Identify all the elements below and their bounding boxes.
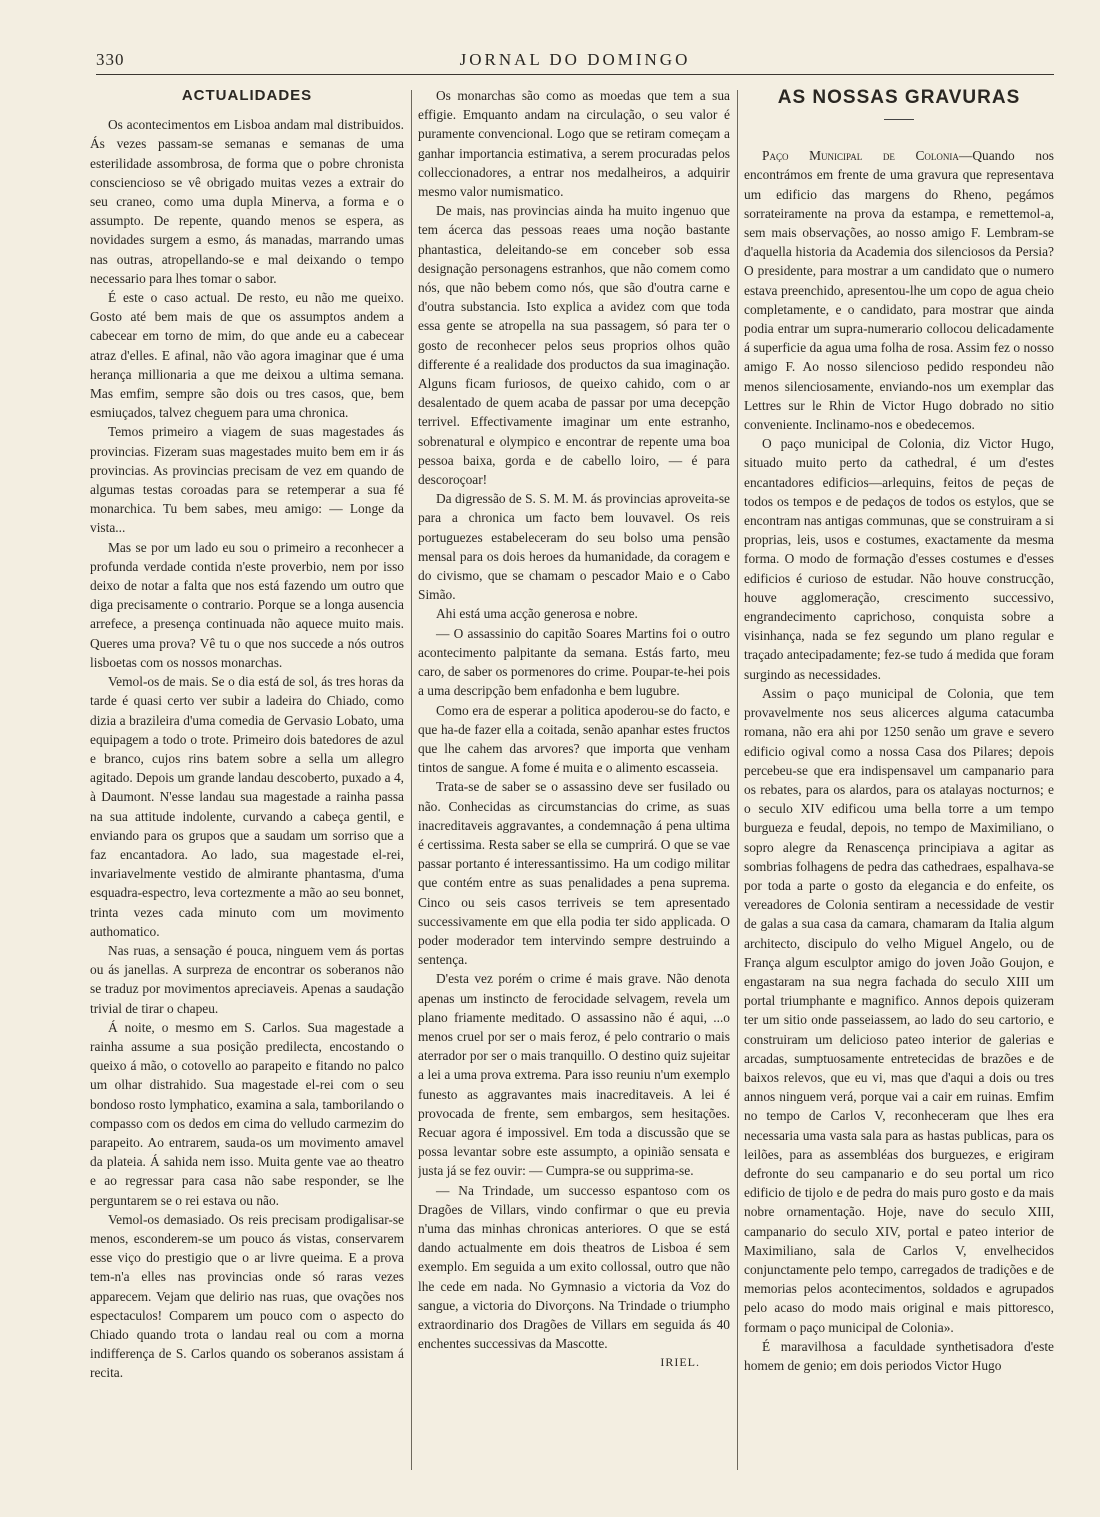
page-number: 330	[96, 50, 125, 69]
paragraph: Vemol-os demasiado. Os reis precisam prodigalisar-se menos, esconderem-se um pouco ás vistas, conservarem esse viço do prestigio que o ar livre queima. E a prova tem-n'a elles nas provincias onde só raras vezes apparecem. Vejam que delirio nas ruas, que ovações nos espectaculos! Comparem um pouco com o aspecto do Chiado quando trota o landau real ou com a morna indifferença de S. Carlos quando os soberanos assistam á recita.	[90, 1211, 404, 1381]
paragraph	[744, 146, 1054, 434]
paragraph: Á noite, o mesmo em S. Carlos. Sua magestade a rainha assume a sua posição predilecta, encostando o queixo á mão, o cotovello ao parapeito e fitando no palco um olhar distrahido. Sua magestade el-rei com o seu bondoso rosto lymphatico, examina a sala, tamborilando o compasso com os dedos em cima do velludo carmezim do parapeito. Ao entrarem, sauda-os um movimento amavel da plateia. Á sahida nem isso. Muita gente vae ao theatro e ao regressar para casa não sabe responder, se lhe perguntarem se o rei estava ou não.	[90, 1019, 404, 1208]
paragraph: Assim o paço municipal de Colonia, que tem provavelmente nos seus alicerces alguma catacumba romana, não era ahi por 1250 senão um grave e severo edificio ogival como a nossa Casa dos Pilares; depois percebeu-se que era indispensavel um campanario para os rebates, para os alardos, para os atalayas nocturnos; e o seculo XIV edificou uma bella torre a um tempo burgueza e feudal, depois, no tempo de Maximiliano, o sopro alegre da Renascença principiava a agitar as sombrias folhagens de pedra das cathedraes, espalhava-se por toda a parte o gosto da elegancia e do enfeite, os vereadores de Colonia sentiram a necessidade de vestir de galas a sua casa da camara, chamaram da Italia algum architecto, discipulo do velho Miguel Angelo, ou de França algum esculptor amigo do joven João Goujon, e engastaram na sua negra fachada do seculo XIII um portal triumphante e magnifico. Annos depois quizeram ter um sitio onde passeiassem, ao lado do seu cartorio, e construiram um delicioso pateo interior de galerias e arcadas, sumptuosamente entretecidas de brazões e de baixos relevos, que eu vi, mas que d'aqui a dois ou tres annos ninguem verá, porque vai a cair em ruinas. Emfim no tempo de Carlos V, reconheceram que lhes era necessaria uma vasta sala para as hastas publicas, para os leilões, para as assembléas dos burguezes, e erigiram defronte do seu campanario e do seu portal um rico edificio de tijolo e de pedra do mais puro gosto e da mais nobre ornamentação. Hoje, nave do seculo XIII, campanario do seculo XIV, portal e pateo interior de Maximiliano, sala de Carlos V, envelhecidos conjunctamente pelo tempo, carregados de tradições e de memorias pelos acontecimentos, soldados e agrupados pelo acaso do modo mais original e mais pittoresco, formam o paço municipal de Colonia».	[744, 685, 1054, 1335]
paragraph: Ahi está uma acção generosa e nobre.	[436, 606, 638, 622]
title-rule	[884, 119, 914, 120]
paragraph: Trata-se de saber se o assassino deve ser fusilado ou não. Conhecidas as circumstancias do crime, as suas inacreditaveis aggravantes, a condemnação á pena ultima é certissima. Resta saber se ella se cumprirá. O que se vae passar portanto é interessantissimo. Ha um codigo militar que contém entre as suas penalidades a pena suprema. Cinco ou seis casos terriveis se tem apresentado successivamente em que ella podia ter sido applicada. O poder moderador tem intervindo sempre destruindo a sentença.	[418, 779, 730, 968]
paragraph: Da digressão de S. S. M. M. ás provincias aproveita-se para a chronica um facto bem louvavel. Os reis portuguezes estabeleceram do seu bolso uma pensão mensal para os dois heroes da humanidade, da coragem e do civismo, que se chamam o pescador Maio e o Cabo Simão.	[418, 491, 730, 603]
paragraph: Vemol-os de mais. Se o dia está de sol, ás tres horas da tarde é quasi certo ver subir a ladeira do Chiado, como dizia a brazileira d'uma comedia de Gervasio Lobato, uma equipagem a todo o trote. Primeiro dois batedores de azul e branco, cujos rins batem sobre a sella um allegro agitado. Depois um grande landau descoberto, puxado a 4, à Daumont. N'esse landau sua magestade a rainha passa na sua attitude indolente, curvando a cabeça gentil, e enviando para os grupos que a saudam um sorriso que a faz encantadora. Ao lado, sua magestade el-rei, invariavelmente vestido de almirante phantasma, d'uma esquadra-espectro, leva cortezmente a mão ao seu bonnet, trinta vezes cada minuto com um movimento authomatico.	[90, 674, 404, 939]
paragraph: É maravilhosa a faculdade synthetisadora d'este homem de genio; em dois periodos Victor Hugo	[744, 1338, 1054, 1373]
paragraph-text: —Quando nos encontrámos em frente de uma gravura que representava um edificio das margens do Rheno, pegámos sorrateiramente na prova da estampa, e remettemol-a, sem mais observações, ao nosso amigo F. Lembram-se d'aquella historia da Academia dos silenciosos da Persia? O presidente, para mostrar a um candidato que o numero estava preenchido, apresentou-lhe um copo de agua cheio completamente, e o candidato, para mostrar que ainda podia entrar um supra-numerario collocou delicadamente á superficie da agua uma folha de rosa. Assim fez o nosso amigo F. Ao nosso silencioso pedido respondeu não menos silenciosamente, enviando-nos um exemplar das Lettres sur le Rhin de Victor Hugo dobrado no sitio conveniente. Inclinamo-nos e obedecemos.	[744, 148, 1054, 433]
paragraph: De mais, nas provincias ainda ha muito ingenuo que tem ácerca das pessoas reaes uma noção bastante phantastica, deleitando-se em conceber sob essa designação personagens estranhos, que não comem como nós, que não bebem como nós, que são d'outra carne e d'outra substancia. Isto explica a avidez com que toda essa gente se atropella na sua passagem, só para ter o gosto de reconhecer pelos seus proprios olhos quão differente é a realidade dos productos da sua imaginação. Alguns ficam furiosos, de queixo cahido, com o ar desalentado de quem acaba de passar por uma decepção terrivel. Effectivamente imaginar um ente estranho, sobrenatural e olympico e encontrar de repente uma boa pessoa baixa, gorda e de cabello loiro, — é para descoroçoar!	[418, 203, 730, 488]
paragraph: D'esta vez porém o crime é mais grave. Não denota apenas um instincto de ferocidade selvagem, revela um plano friamente meditado. O assassino não é aqui, ...o menos cruel por ser o mais feroz, é pelo contrario o mais aterrador por ser o mais tranquillo. O destino quiz sujeitar a lei a uma prova extrema. Para isso reuniu n'um exemplo funesto as aggravantes mais inacreditaveis. A lei é provocada de frente, sem embargos, sem hesitações. Recuar agora é impossivel. Em toda a discussão que se possa levantar sobre este assumpto, a opinião sensata e justa já se fez ouvir: — Cumpra-se ou supprima-se.	[418, 971, 730, 1179]
paragraph: — Na Trindade, um successo espantoso com os Dragões de Villars, vindo confirmar o que eu previa n'uma das minhas chronicas anteriores. O que se está dando actualmente em dois theatros de Lisboa é sem exemplo. Em seguida a um exito collossal, outro que não lhe cede em nada. No Gymnasio a victoria da Voz do sangue, a victoria do Divorçons. Na Trindade o triumpho extraordinario dos Dragões de Villars em seguida ás 40 enchentes successivas da Mascotte.	[418, 1182, 730, 1352]
column-actualidades-continued	[418, 86, 730, 1486]
paragraph: É este o caso actual. De resto, eu não me queixo. Gosto até bem mais de que os assumptos andem a cabecear em torno de mim, do que ande eu a cabecear atraz d'elles. E afinal, não vão agora imaginar que é uma herança millionaria a que me deixou a ultima semana. Mas emfim, sempre são dois ou tres casos, que, bem esmiuçados, talvez cheguem para uma chronica.	[90, 290, 404, 421]
column-actualidades	[90, 86, 404, 1486]
journal-title: JORNAL DO DOMINGO	[459, 50, 691, 69]
page-header	[96, 48, 1054, 75]
paragraph: Mas se por um lado eu sou o primeiro a reconhecer a profunda verdade contida n'este proverbio, nem por isso deixo de notar a falta que nos está fazendo um outro que diga precisamente o contrario. Porque se a longa ausencia arrefece, a presença continuada não aquece muito mais. Queres uma prova? Vê tu o que nos succede a nós outros lisboetas com os nossos monarchas.	[90, 539, 404, 670]
section-title: AS NOSSAS GRAVURAS	[777, 87, 1021, 108]
column-divider	[737, 90, 738, 1470]
lead-heading: Paço Municipal de Colonia	[762, 148, 959, 164]
column-divider	[411, 90, 412, 1470]
paragraph: — O assassinio do capitão Soares Martins foi o outro acontecimento palpitante da semana. Estás farto, meu caro, de saber os pormenores do crime. Poupar-te-hei pois a uma descripção bem enfadonha e bem lugubre.	[418, 625, 730, 699]
paragraph: Temos primeiro a viagem de suas magestades ás provincias. Fizeram suas magestades muito bem em ir ás provincias. As provincias precisam de vez em quando de algumas testas coroadas para se retemperar a sua fé monarchica. Tu bem sabes, meu amigo: — Longe da vista...	[90, 424, 404, 536]
paragraph: Os acontecimentos em Lisboa andam mal distribuidos. Ás vezes passam-se semanas e semanas de uma esterilidade assombrosa, de forma que o pobre chronista consciencioso se vê obrigado muitas vezes a extrair do seu craneo, como uma dupla Minerva, a forma e o assumpto. De repente, quando menos se espera, as novidades surgem a esmo, ás manadas, marrando umas nas outras, atropellando-se e mal deixando o tempo necessario para lhes tomar o sabor.	[90, 117, 404, 286]
paragraph: Como era de esperar a politica apoderou-se do facto, e que ha-de fazer ella a coitada, senão apanhar estes fructos que lhe cahem das arvores? que importa que venham tintos de sangue. A fome é muita e o alimento escasseia.	[418, 702, 730, 776]
column-as-nossas-gravuras	[744, 86, 1054, 1486]
paragraph: O paço municipal de Colonia, diz Victor Hugo, situado muito perto da cathedral, é um d'estes encantadores edificios—arlequins, feitos de peças de todos os tempos e de pedaços de todos os estylos, que se encontram nas antigas communas, que se construiram a si proprias, leis, usos e costumes, exactamente da mesma forma. O modo de formação d'esses costumes e d'esses edificios é curioso de estudar. Não houve construcção, houve agglomeração, crescimento successivo, engrandecimento caprichoso, conquista sobre a visinhança, nada se fez segundo um plano regular e traçado antecipadamente; fez-se tudo á medida que foram surgindo as necessidades.	[744, 436, 1054, 682]
paragraph: Nas ruas, a sensação é pouca, ninguem vem ás portas ou ás janellas. A surpreza de encontrar os soberanos não se traduz por movimentos apreciaveis. Apenas a saudação trivial de tirar o chapeu.	[90, 942, 404, 1016]
section-title: ACTUALIDADES	[181, 87, 313, 104]
paragraph: Os monarchas são como as moedas que tem a sua effigie. Emquanto andam na circulação, o seu valor é puramente convencional. Logo que se retiram começam a ganhar importancia estimativa, a serem procuradas pelos colleccionadores, a entrar nos medalheiros, a adquirir mesmo valor numismatico.	[418, 88, 730, 200]
author-signature: IRIEL.	[660, 1355, 700, 1370]
